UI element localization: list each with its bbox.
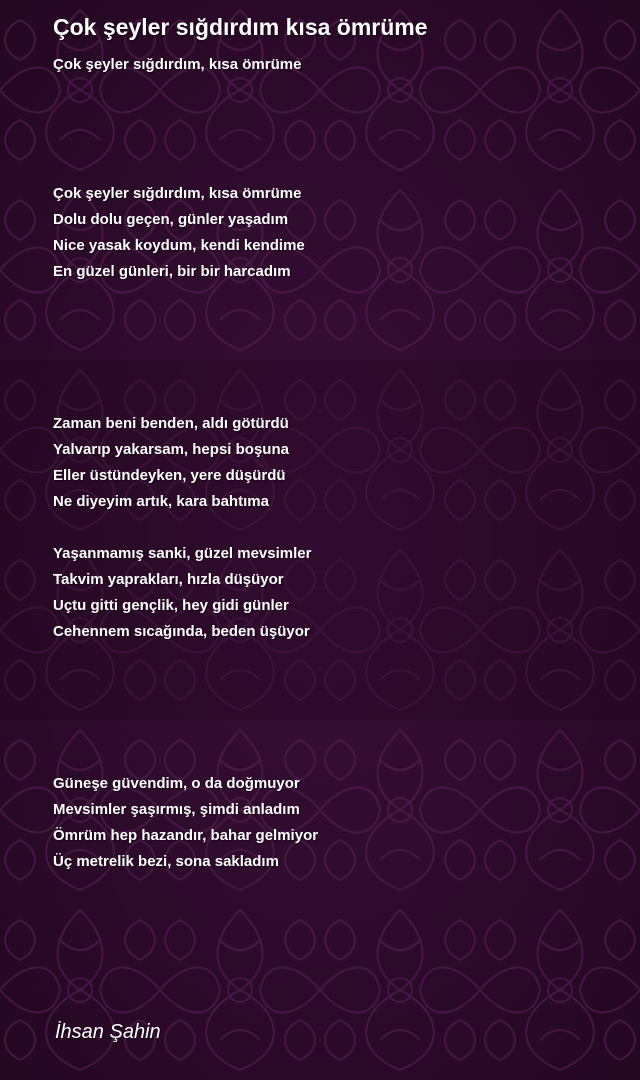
poem-line: Ne diyeyim artık, kara bahtıma [53,493,269,510]
poem-line: Üç metrelik bezi, sona sakladım [53,853,279,870]
poem-title: Çok şeyler sığdırdım kısa ömrüme [53,14,428,40]
poem-line: Çok şeyler sığdırdım, kısa ömrüme [53,185,302,202]
stanza-4 [53,771,318,875]
stanza-1 [53,181,305,285]
poem-author: İhsan Şahin [55,1021,161,1043]
poem-line: Zaman beni benden, aldı götürdü [53,415,289,432]
poem-line: Nice yasak koydum, kendi kendime [53,237,305,254]
poem-line: Eller üstündeyken, yere düşürdü [53,467,286,484]
stanza-3 [53,541,311,645]
poem-line: Güneşe güvendim, o da doğmuyor [53,775,300,792]
poem-line: Uçtu gitti gençlik, hey gidi günler [53,597,289,614]
poem-line: Takvim yaprakları, hızla düşüyor [53,571,284,588]
poem-line: Dolu dolu geçen, günler yaşadım [53,211,289,228]
poem-line: En güzel günleri, bir bir harcadım [53,263,291,280]
stanza-2 [53,411,289,515]
poem-line: Cehennem sıcağında, beden üşüyor [53,623,310,640]
poem-line: Yalvarıp yakarsam, hepsi boşuna [53,441,289,458]
poem-line: Yaşanmamış sanki, güzel mevsimler [53,545,312,562]
poem-subtitle: Çok şeyler sığdırdım, kısa ömrüme [53,56,302,73]
poem-line: Mevsimler şaşırmış, şimdi anladım [53,801,300,818]
poem-line: Ömrüm hep hazandır, bahar gelmiyor [53,827,319,844]
